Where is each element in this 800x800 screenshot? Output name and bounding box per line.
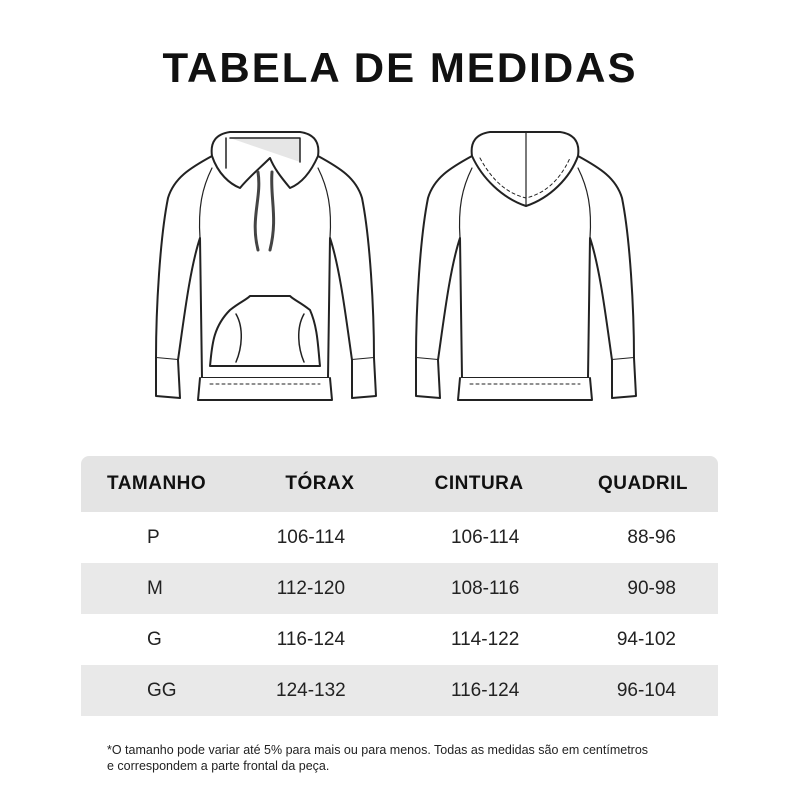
hip-cell: 90-98	[627, 577, 676, 599]
waist-cell: 116-124	[450, 679, 520, 701]
chest-cell: 124-132	[276, 679, 346, 701]
size-cell: P	[147, 526, 160, 548]
footnote-line-1: *O tamanho pode variar até 5% para mais ou para menos. Todas as medidas são em centímetros	[107, 743, 649, 757]
hoodie-back-icon	[410, 128, 650, 408]
footnote-line-2: e correspondem a parte frontal da peça.	[107, 759, 330, 773]
waist-cell: 106-114	[450, 526, 520, 548]
hip-cell: 96-104	[616, 679, 676, 701]
size-table	[81, 456, 718, 716]
table-row	[81, 614, 718, 665]
waist-cell: 114-122	[450, 628, 520, 650]
hip-cell: 94-102	[616, 628, 676, 650]
chest-cell: 116-124	[276, 628, 346, 650]
chest-cell: 112-120	[276, 577, 346, 599]
table-row	[81, 512, 718, 563]
size-cell: GG	[147, 679, 177, 701]
hoodie-front-icon	[150, 128, 390, 408]
waist-cell: 108-116	[450, 577, 520, 599]
header-waist: CINTURA	[434, 473, 524, 494]
chest-cell: 106-114	[276, 526, 346, 548]
table-row	[81, 665, 718, 716]
header-hip: QUADRIL	[597, 473, 688, 494]
table-header	[81, 456, 718, 512]
header-size: TAMANHO	[107, 473, 207, 494]
size-cell: G	[147, 628, 162, 650]
header-chest: TÓRAX	[285, 473, 355, 494]
hip-cell: 88-96	[627, 526, 676, 548]
size-cell: M	[147, 577, 163, 599]
footnote	[107, 742, 707, 774]
page-title: TABELA DE MEDIDAS	[162, 44, 638, 91]
table-row	[81, 563, 718, 614]
